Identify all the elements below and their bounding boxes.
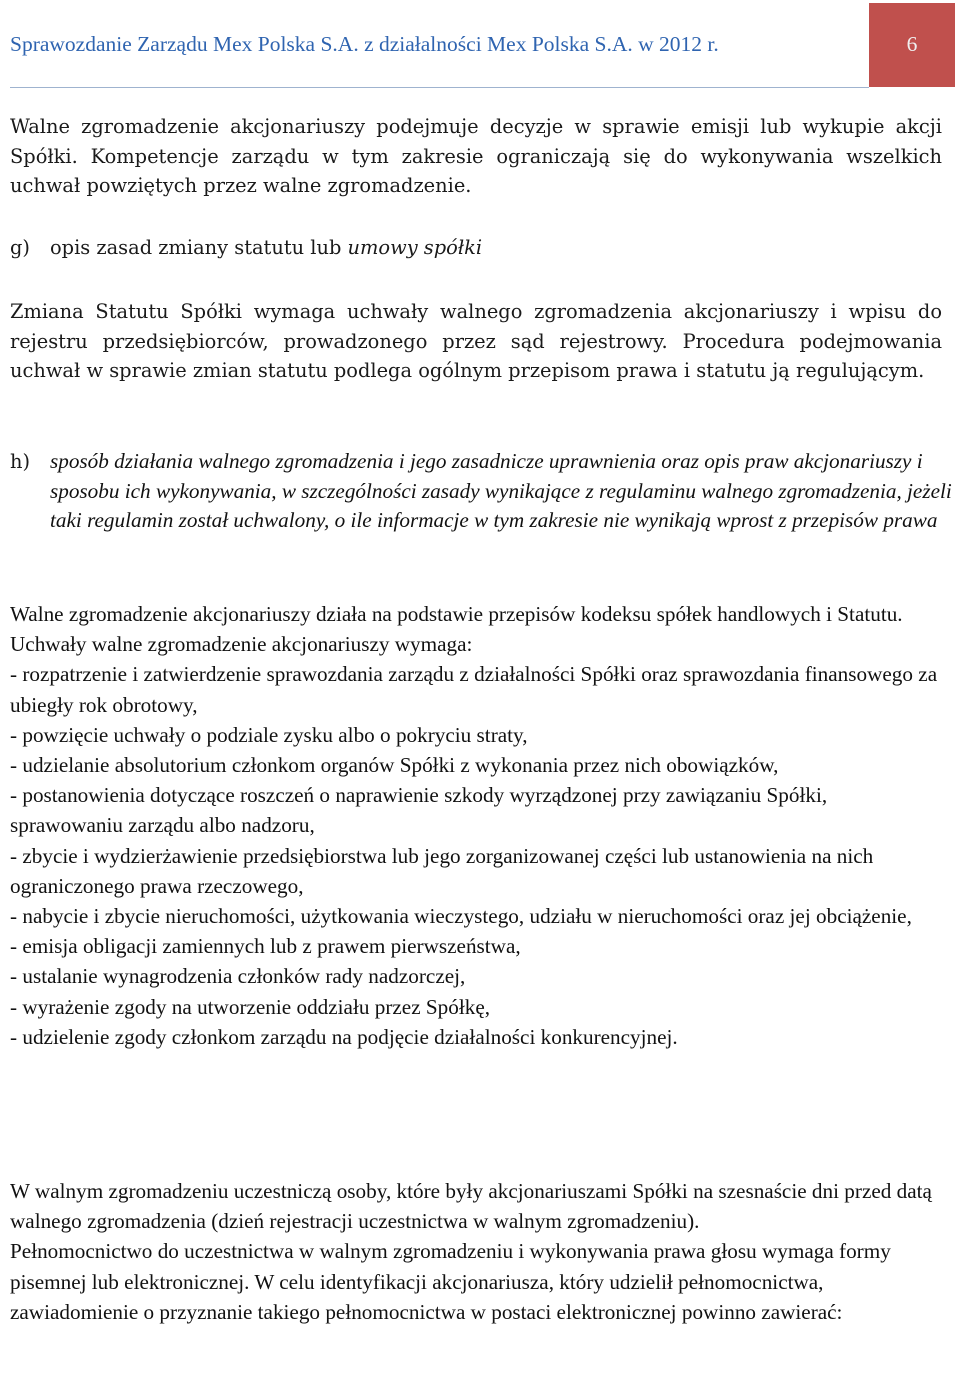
list-item: - ustalanie wynagrodzenia członków rady nadzorczej,	[10, 964, 466, 989]
page-header	[0, 0, 960, 89]
section-heading-g-text: opis zasad zmiany statutu lub	[50, 236, 348, 259]
page-number-box	[869, 3, 955, 87]
list-item: - rozpatrzenie i zatwierdzenie sprawozdania zarządu z działalności Spółki oraz sprawozdania finansowego za ubiegły rok obrotowy,	[10, 662, 938, 717]
uchwaly-list	[10, 659, 942, 1052]
body-text-walne-zgromadzenie	[10, 599, 942, 1052]
list-item: - zbycie i wydzierżawienie przedsiębiorstwa lub jego zorganizowanej części lub ustanowienia na nich ograniczonego prawa rzeczowego,	[10, 843, 874, 898]
paragraph-emisja-akcji: Walne zgromadzenie akcjonariuszy podejmuje decyzje w sprawie emisji lub wykupie akcji Spółki. Kompetencje zarządu w tym zakresie ograniczają się do wykonywania wszelkich uchwał powziętych przez walne zgromadzenie.	[10, 115, 942, 198]
header-title: Sprawozdanie Zarządu Mex Polska S.A. z działalności Mex Polska S.A. w 2012 r.	[10, 32, 719, 56]
list-item: - udzielenie zgody członkom zarządu na podjęcie działalności konkurencyjnej.	[10, 1024, 678, 1049]
list-item: - emisja obligacji zamiennych lub z prawem pierwszeństwa,	[10, 934, 521, 959]
section-heading-h-text: sposób działania walnego zgromadzenia i jego zasadnicze uprawnienia oraz opis praw akcjonariuszy i sposobu ich wykonywania, w szczególności zasady wynikające z regulaminu walnego zgromadzenia, jeżeli taki regulamin został uchwalony, o ile informacje w tym zakresie nie wynikają wprost z przepisów prawa	[50, 449, 952, 533]
paragraph-uczestnictwo: W walnym zgromadzeniu uczestniczą osoby, które były akcjonariuszami Spółki na szesnaście dni przed datą walnego zgromadzenia (dzień rejestracji uczestnictwa w walnym zgromadzeniu).	[10, 1179, 932, 1234]
section-heading-g-italic: umowy spółki	[347, 236, 483, 259]
section-label-h: h)	[10, 450, 31, 473]
section-heading-g	[10, 236, 942, 259]
list-item: - powzięcie uchwały o podziale zysku albo o pokryciu straty,	[10, 722, 528, 747]
header-divider	[10, 87, 869, 88]
list-item: - wyrażenie zgody na utworzenie oddziału przez Spółkę,	[10, 994, 491, 1019]
page-number: 6	[906, 32, 918, 56]
list-item: - udzielanie absolutorium członkom organów Spółki z wykonania przez nich obowiązków,	[10, 753, 779, 778]
body-text-uczestnictwo	[10, 1176, 942, 1327]
list-item: - postanowienia dotyczące roszczeń o naprawienie szkody wyrządzonej przy zawiązaniu Spółki, sprawowaniu zarządu albo nadzoru,	[10, 783, 828, 838]
list-intro: Uchwały walne zgromadzenie akcjonariuszy wymaga:	[10, 632, 473, 657]
section-label-g: g)	[10, 236, 30, 259]
paragraph-zmiana-statutu: Zmiana Statutu Spółki wymaga uchwały walnego zgromadzenia akcjonariuszy i wpisu do rejestru przedsiębiorców, prowadzonego przez sąd rejestrowy. Procedura podejmowania uchwał w sprawie zmian statutu podlega ogólnym przepisom prawa i statutu ją regulującym.	[10, 300, 942, 383]
list-item: - nabycie i zbycie nieruchomości, użytkowania wieczystego, udziału w nieruchomości oraz jej obciążenie,	[10, 904, 912, 929]
paragraph-podstawa-dzialania: Walne zgromadzenie akcjonariuszy działa na podstawie przepisów kodeksu spółek handlowych i Statutu.	[10, 602, 903, 626]
paragraph-pelnomocnictwo: Pełnomocnictwo do uczestnictwa w walnym zgromadzeniu i wykonywania prawa głosu wymaga formy pisemnej lub elektronicznej. W celu identyfikacji akcjonariusza, który udzielił pełnomocnictwa, zawiadomienie o przyznanie takiego pełnomocnictwa w postaci elektronicznej powinno zawierać:	[10, 1239, 891, 1324]
